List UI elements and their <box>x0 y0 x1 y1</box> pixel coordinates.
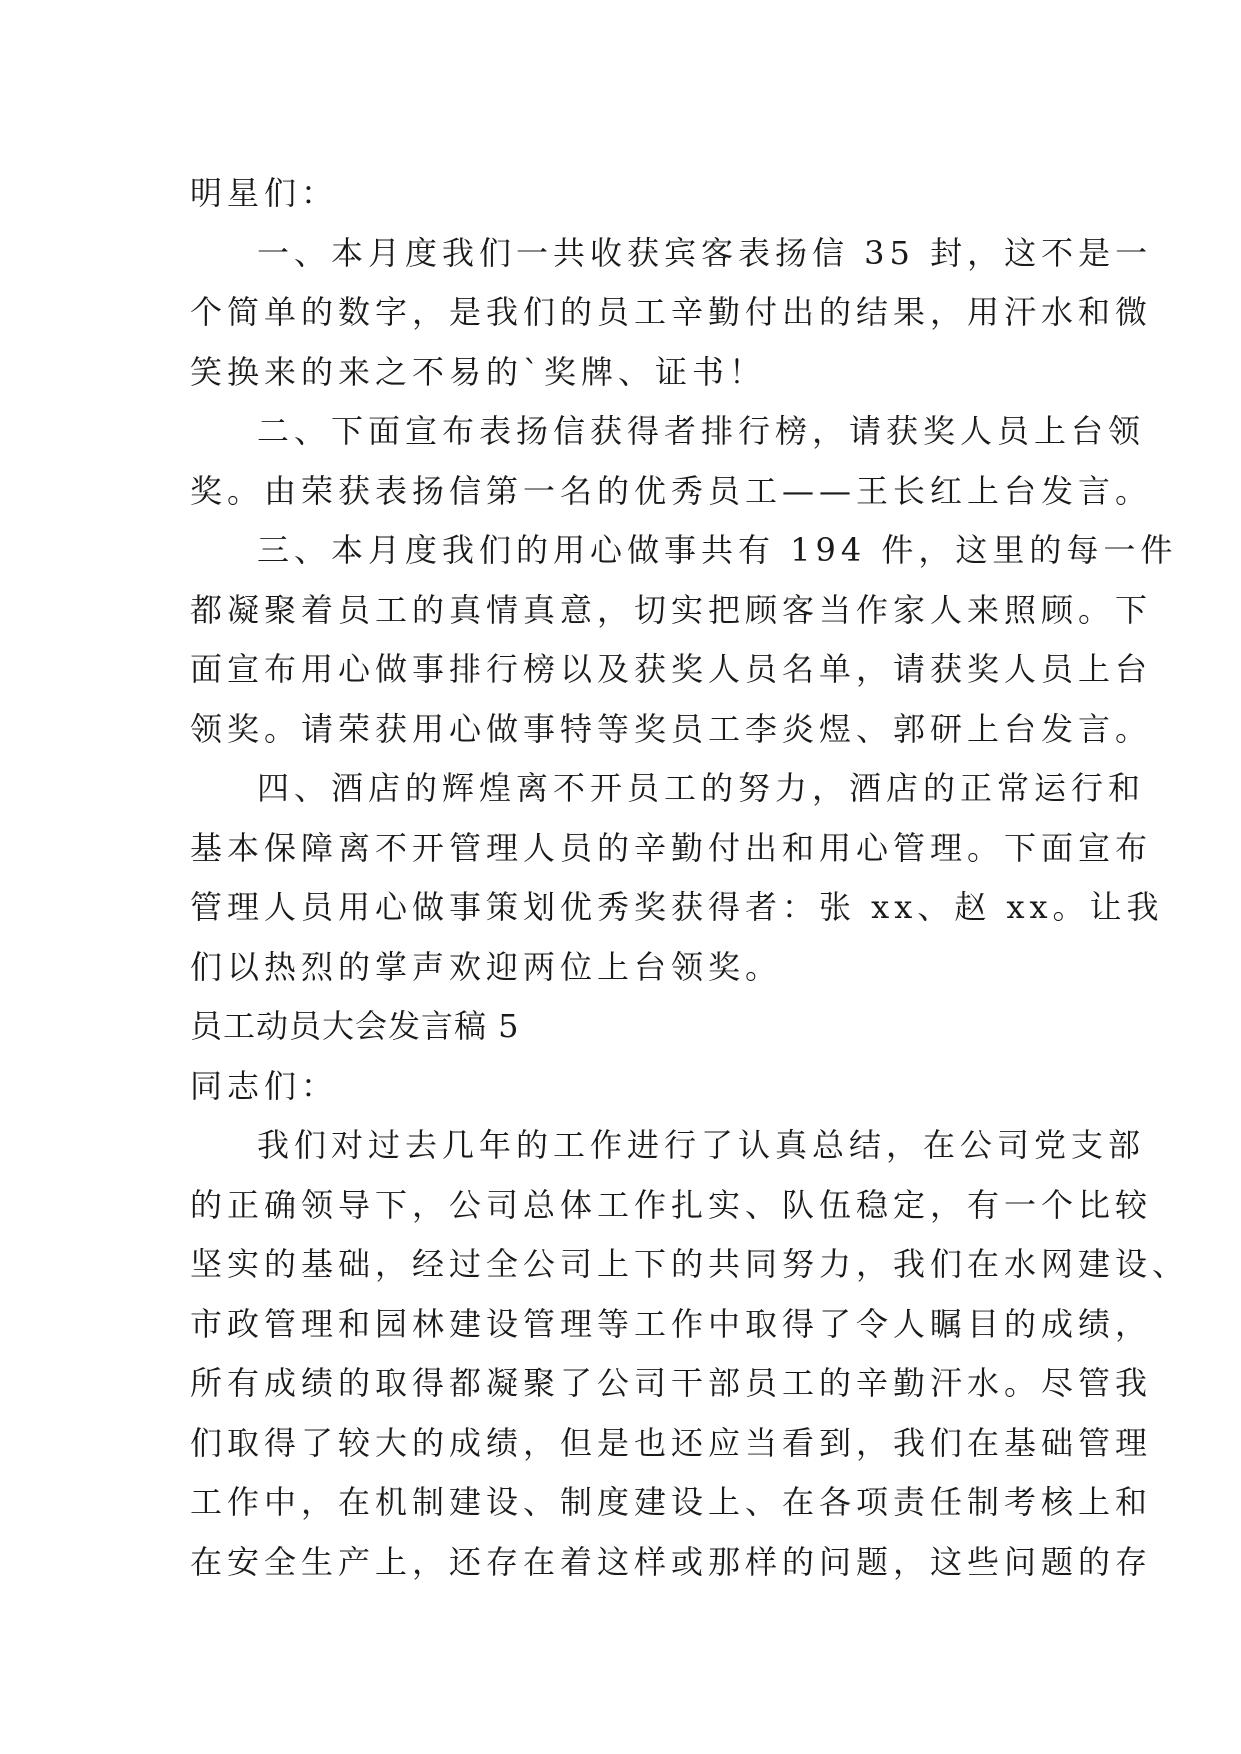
paragraph-line: 领奖。请荣获用心做事特等奖员工李炎煜、郭研上台发言。 <box>190 709 1153 748</box>
paragraph-line: 我们对过去几年的工作进行了认真总结，在公司党支部 <box>257 1126 1146 1164</box>
document-body <box>190 164 1190 1592</box>
paragraph-line: 三、本月度我们的用心做事共有 194 件，这里的每一件 <box>257 531 1178 569</box>
paragraph-line: 奖。由荣获表扬信第一名的优秀员工——王长红上台发言。 <box>190 471 1153 510</box>
paragraph-line: 个简单的数字，是我们的员工辛勤付出的结果，用汗水和微 <box>190 293 1153 331</box>
paragraph-line: 一、本月度我们一共收获宾客表扬信 35 封，这不是一 <box>257 233 1153 272</box>
paragraph-line: 面宣布用心做事排行榜以及获奖人员名单，请获奖人员上台 <box>190 650 1153 688</box>
paragraph-line: 们以热烈的掌声欢迎两位上台领奖。 <box>190 947 783 986</box>
paragraph-line: 们取得了较大的成绩，但是也还应当看到，我们在基础管理 <box>190 1423 1153 1462</box>
paragraph-line: 笑换来的来之不易的`奖牌、证书！ <box>190 352 767 391</box>
salutation-line: 同志们： <box>190 1066 339 1105</box>
paragraph-line: 四、酒店的辉煌离不开员工的努力，酒店的正常运行和 <box>257 769 1146 807</box>
paragraph-line: 二、下面宣布表扬信获得者排行榜，请获奖人员上台领 <box>257 412 1146 450</box>
salutation-line: 明星们： <box>190 174 339 212</box>
paragraph-line: 所有成绩的取得都凝聚了公司干部员工的辛勤汗水。尽管我 <box>190 1364 1153 1402</box>
paragraph-line: 基本保障离不开管理人员的辛勤付出和用心管理。下面宣布 <box>190 828 1153 867</box>
paragraph-line: 管理人员用心做事策划优秀奖获得者：张 xx、赵 xx。让我 <box>190 888 1164 926</box>
paragraph-line: 坚实的基础，经过全公司上下的共同努力，我们在水网建设、 <box>190 1245 1190 1283</box>
paragraph-line: 都凝聚着员工的真情真意，切实把顾客当作家人来照顾。下 <box>190 590 1153 629</box>
paragraph-line: 的正确领导下，公司总体工作扎实、队伍稳定，有一个比较 <box>190 1185 1153 1224</box>
paragraph-line: 工作中，在机制建设、制度建设上、在各项责任制考核上和 <box>190 1483 1153 1521</box>
paragraph-line: 在安全生产上，还存在着这样或那样的问题，这些问题的存 <box>190 1542 1153 1581</box>
section-heading: 员工动员大会发言稿 5 <box>190 1007 520 1045</box>
paragraph-line: 市政管理和园林建设管理等工作中取得了令人瞩目的成绩， <box>190 1304 1153 1343</box>
